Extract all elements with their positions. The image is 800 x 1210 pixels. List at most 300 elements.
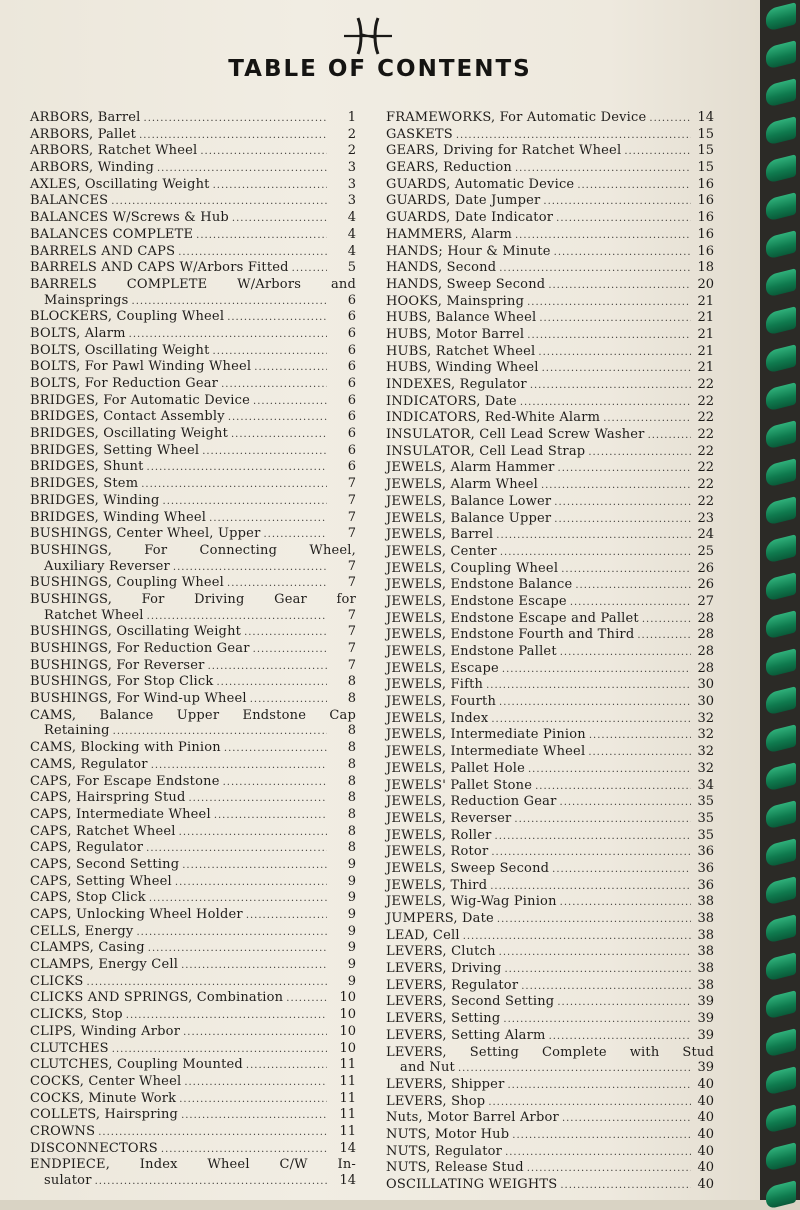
dot-leader <box>95 1174 327 1190</box>
toc-entry-page-number: 16 <box>697 176 714 192</box>
toc-entry <box>386 828 714 845</box>
toc-entry <box>30 723 356 740</box>
toc-entry <box>30 359 356 376</box>
toc-entry <box>30 210 356 227</box>
toc-entry-label: HANDS; Hour & Minute <box>386 243 551 259</box>
dot-leader <box>514 812 691 828</box>
toc-entry <box>386 861 714 878</box>
toc-entry-page-number: 22 <box>697 377 714 392</box>
toc-entry <box>386 761 714 778</box>
toc-entry-label: CLICKS AND SPRINGS, Combination <box>30 990 284 1006</box>
dot-leader <box>560 895 691 911</box>
dot-leader <box>637 628 691 644</box>
dot-leader <box>512 1128 691 1144</box>
binding-coil <box>766 458 796 487</box>
toc-entry-page-number: 18 <box>697 260 714 276</box>
toc-entry <box>30 658 356 675</box>
binding-coil <box>766 1104 796 1133</box>
dot-leader <box>286 991 327 1007</box>
dot-leader <box>458 1061 691 1077</box>
toc-entry-label: Ratchet Wheel <box>44 607 144 623</box>
toc-entry <box>30 543 356 559</box>
toc-entry-page-number: 7 <box>347 624 356 640</box>
toc-entry-page-number: 32 <box>697 710 714 726</box>
toc-entry-page-number: 8 <box>347 823 356 839</box>
toc-entry-label: COCKS, Minute Work <box>30 1090 177 1106</box>
toc-entry <box>386 344 714 361</box>
toc-entry-page-number: 39 <box>697 1060 714 1076</box>
dot-leader <box>129 327 327 343</box>
toc-entry <box>386 677 714 694</box>
toc-entry-page-number: 36 <box>697 844 714 860</box>
toc-entry-page-number: 22 <box>697 427 714 443</box>
toc-entry-label: INDICATORS, Date <box>386 393 517 409</box>
toc-entry-label: LEVERS, Second Setting <box>386 994 555 1010</box>
toc-entry-label: DISCONNECTORS <box>30 1140 158 1156</box>
dot-leader <box>178 245 327 261</box>
toc-entry-label: BRIDGES, Oscillating Weight <box>30 426 228 442</box>
toc-entry <box>30 1007 356 1024</box>
toc-entry <box>30 376 356 393</box>
toc-entry-page-number: 15 <box>697 160 714 176</box>
toc-entry <box>30 1107 356 1124</box>
toc-entry-page-number: 7 <box>347 575 356 591</box>
toc-entry-label: JEWELS, Endstone Escape and Pallet <box>386 610 639 626</box>
toc-entry-label: BOLTS, For Reduction Gear <box>30 376 219 391</box>
toc-entry-label: BUSHINGS, For Connecting Wheel, <box>30 542 356 558</box>
toc-entry-label: JEWELS, Endstone Escape <box>386 593 567 609</box>
dot-leader <box>181 1108 327 1124</box>
toc-entry <box>386 944 714 961</box>
toc-entry <box>386 627 714 644</box>
toc-entry-label: BALANCES W/Screws & Hub <box>30 210 229 226</box>
dot-leader <box>232 211 327 227</box>
toc-entry-label: LEVERS, Shipper <box>386 1076 505 1092</box>
toc-entry-label: JEWELS, Rotor <box>386 844 489 860</box>
toc-entry-label: INDEXES, Regulator <box>386 377 527 392</box>
binding-coil <box>766 876 796 905</box>
toc-entry-page-number: 9 <box>347 856 356 872</box>
dot-leader <box>188 791 327 807</box>
toc-entry-label: JEWELS, Endstone Pallet <box>386 644 557 659</box>
dot-leader <box>213 344 327 360</box>
dot-leader <box>253 642 327 658</box>
toc-entry-page-number: 6 <box>347 376 356 391</box>
toc-entry-page-number: 39 <box>697 1027 714 1043</box>
toc-entry <box>30 244 356 261</box>
toc-entry-page-number: 36 <box>697 860 714 876</box>
dot-leader <box>254 360 327 376</box>
dot-leader <box>146 841 327 857</box>
toc-entry <box>386 878 714 895</box>
toc-entry-page-number: 6 <box>347 392 356 408</box>
toc-entry <box>30 674 356 691</box>
toc-entry-label: BUSHINGS, For Reverser <box>30 657 205 673</box>
toc-entry <box>30 774 356 791</box>
binding-coil <box>766 40 796 69</box>
toc-entry-label: HUBS, Balance Wheel <box>386 310 537 326</box>
toc-entry <box>386 727 714 744</box>
toc-entry-page-number: 21 <box>697 360 714 376</box>
dot-leader <box>196 228 327 244</box>
toc-entry-label: BRIDGES, Setting Wheel <box>30 442 200 458</box>
toc-entry-page-number: 9 <box>347 973 356 989</box>
toc-entry-label: CLUTCHES, Coupling Mounted <box>30 1057 243 1073</box>
toc-entry-page-number: 22 <box>697 460 714 476</box>
dot-leader <box>213 178 327 194</box>
contents-left-column <box>30 110 356 1190</box>
dot-leader <box>463 929 691 945</box>
toc-entry-label: BUSHINGS, Center Wheel, Upper <box>30 526 261 542</box>
toc-entry-label: sulator <box>44 1173 92 1188</box>
toc-entry-page-number: 8 <box>347 806 356 822</box>
toc-entry-page-number: 7 <box>347 526 356 542</box>
dot-leader <box>548 278 691 294</box>
toc-entry-label: CAPS, Second Setting <box>30 856 180 872</box>
toc-entry <box>386 244 714 261</box>
dot-leader <box>223 775 327 791</box>
binding-coil <box>766 1028 796 1057</box>
dot-leader <box>552 862 691 878</box>
toc-entry <box>386 1144 714 1161</box>
toc-entry <box>386 1060 714 1077</box>
toc-entry-page-number: 22 <box>697 443 714 459</box>
toc-entry-page-number: 21 <box>697 310 714 326</box>
dot-leader <box>491 845 691 861</box>
toc-entry <box>30 624 356 641</box>
toc-entry <box>30 309 356 326</box>
toc-entry-label: JEWELS, Endstone Balance <box>386 577 573 593</box>
toc-entry-page-number: 3 <box>347 160 356 176</box>
toc-entry-page-number: 4 <box>347 210 356 226</box>
toc-entry-label: BUSHINGS, Oscillating Weight <box>30 624 242 640</box>
toc-entry-page-number: 40 <box>697 1126 714 1142</box>
toc-entry-page-number: 40 <box>697 1110 714 1126</box>
toc-entry-label: GASKETS <box>386 126 453 142</box>
toc-entry <box>30 110 356 127</box>
dot-leader <box>224 741 327 757</box>
dot-leader <box>149 891 327 907</box>
toc-entry-label: JEWELS, Coupling Wheel <box>386 560 559 576</box>
dot-leader <box>554 512 691 528</box>
toc-entry <box>30 459 356 476</box>
toc-entry <box>30 443 356 460</box>
toc-entry-label: JEWELS, Reduction Gear <box>386 794 557 810</box>
toc-entry <box>386 1045 714 1061</box>
toc-entry-page-number: 22 <box>697 393 714 409</box>
toc-entry-label: CAMS, Blocking with Pinion <box>30 740 221 756</box>
toc-entry <box>386 1077 714 1094</box>
dot-leader <box>570 595 691 611</box>
toc-entry <box>30 1141 356 1158</box>
toc-entry <box>386 1028 714 1045</box>
toc-entry-label: BRIDGES, Winding <box>30 492 160 508</box>
toc-entry-label: HUBS, Ratchet Wheel <box>386 343 536 359</box>
toc-entry <box>386 227 714 244</box>
toc-entry-label: INSULATOR, Cell Lead Strap <box>386 443 586 459</box>
dot-leader <box>542 361 691 377</box>
dot-leader <box>173 560 327 576</box>
toc-entry-label: JEWELS, Alarm Wheel <box>386 477 538 493</box>
toc-entry <box>30 907 356 924</box>
toc-entry <box>30 526 356 543</box>
toc-entry-page-number: 22 <box>697 410 714 426</box>
toc-entry-page-number: 6 <box>347 325 356 341</box>
toc-entry <box>386 477 714 494</box>
toc-entry-label: JEWELS, Intermediate Wheel <box>386 744 586 760</box>
toc-entry <box>386 577 714 594</box>
toc-entry <box>386 110 714 127</box>
toc-entry-page-number: 38 <box>697 911 714 926</box>
toc-entry-page-number: 30 <box>697 677 714 693</box>
toc-entry <box>386 127 714 144</box>
toc-entry-label: OSCILLATING WEIGHTS <box>386 1177 558 1192</box>
toc-entry <box>386 594 714 611</box>
toc-entry-page-number: 7 <box>347 476 356 492</box>
toc-entry-page-number: 5 <box>347 260 356 276</box>
binding-coil <box>766 78 796 107</box>
toc-entry-page-number: 16 <box>697 226 714 242</box>
toc-entry-label: GEARS, Reduction <box>386 160 512 176</box>
dot-leader <box>244 625 327 641</box>
toc-entry-label: INSULATOR, Cell Lead Screw Washer <box>386 427 645 443</box>
toc-entry-label: CAMS, Balance Upper Endstone Cap <box>30 707 356 723</box>
toc-entry-label: JEWELS, Intermediate Pinion <box>386 727 586 743</box>
dot-leader <box>561 562 691 578</box>
toc-entry-page-number: 11 <box>339 1057 356 1073</box>
toc-entry <box>30 940 356 957</box>
binding-coil <box>766 154 796 183</box>
toc-entry <box>30 924 356 941</box>
toc-entry-page-number: 32 <box>697 727 714 743</box>
toc-entry <box>386 694 714 711</box>
toc-entry-label: FRAMEWORKS, For Automatic Device <box>386 110 647 125</box>
toc-entry <box>386 210 714 227</box>
toc-entry-page-number: 8 <box>347 691 356 707</box>
toc-entry-label: CAPS, Regulator <box>30 840 144 856</box>
binding-coil <box>766 952 796 981</box>
toc-entry <box>30 343 356 360</box>
dot-leader <box>562 1111 691 1127</box>
toc-entry <box>386 310 714 327</box>
toc-entry-page-number: 8 <box>347 740 356 756</box>
toc-entry-label: JEWELS, Barrel <box>386 527 494 543</box>
toc-entry-page-number: 35 <box>697 827 714 843</box>
binding-coil <box>766 686 796 715</box>
toc-entry-label: CAPS, Stop Click <box>30 890 146 906</box>
toc-entry-label: GUARDS, Date Jumper <box>386 193 541 209</box>
dot-leader <box>577 178 691 194</box>
dot-leader <box>147 460 327 476</box>
binding-coil <box>766 306 796 335</box>
toc-entry <box>386 193 714 210</box>
dot-leader <box>209 511 327 527</box>
toc-entry <box>386 444 714 461</box>
toc-entry-page-number: 10 <box>339 990 356 1006</box>
toc-entry <box>386 1177 714 1194</box>
toc-entry <box>386 527 714 544</box>
dot-leader <box>554 245 691 261</box>
toc-entry-label: BRIDGES, Contact Assembly <box>30 409 225 425</box>
toc-entry-page-number: 11 <box>339 1123 356 1139</box>
toc-entry <box>30 874 356 891</box>
toc-entry-page-number: 38 <box>697 927 714 943</box>
dot-leader <box>113 724 327 740</box>
toc-entry-label: CAPS, Setting Wheel <box>30 873 172 889</box>
toc-entry-label: CLAMPS, Casing <box>30 940 145 956</box>
toc-entry-label: HANDS, Second <box>386 260 497 276</box>
dot-leader <box>502 662 691 678</box>
binding-coil <box>766 724 796 753</box>
spiral-binding <box>760 0 800 1200</box>
toc-entry <box>30 293 356 310</box>
dot-leader <box>179 1092 327 1108</box>
toc-entry-label: LEVERS, Setting Complete with Stud <box>386 1044 714 1060</box>
toc-entry-page-number: 6 <box>347 459 356 475</box>
binding-coil <box>766 344 796 373</box>
toc-entry-label: CAPS, Intermediate Wheel <box>30 806 211 822</box>
dot-leader <box>549 1029 691 1045</box>
toc-entry <box>30 740 356 757</box>
toc-entry-page-number: 7 <box>347 558 356 574</box>
toc-entry <box>30 426 356 443</box>
dot-leader <box>538 345 691 361</box>
toc-entry-page-number: 4 <box>347 243 356 259</box>
toc-entry <box>386 961 714 978</box>
toc-entry-page-number: 9 <box>347 907 356 922</box>
dot-leader <box>491 712 691 728</box>
toc-entry-label: COLLETS, Hairspring <box>30 1107 179 1123</box>
toc-entry-page-number: 6 <box>347 409 356 425</box>
binding-coil <box>766 762 796 791</box>
toc-entry-label: Mainsprings <box>44 292 129 308</box>
toc-entry-label: BOLTS, Alarm <box>30 325 126 341</box>
binding-coil <box>766 268 796 297</box>
dot-leader <box>505 962 692 978</box>
toc-entry-page-number: 4 <box>347 226 356 242</box>
dot-leader <box>589 728 691 744</box>
toc-entry-label: and Nut <box>400 1060 455 1076</box>
toc-entry-label: BARRELS COMPLETE W/Arbors and <box>30 276 356 292</box>
dot-leader <box>208 659 327 675</box>
toc-entry-label: BALANCES <box>30 193 109 209</box>
toc-entry-page-number: 14 <box>339 1173 356 1188</box>
dot-leader <box>535 779 691 795</box>
dot-leader <box>246 908 327 924</box>
dot-leader <box>499 695 691 711</box>
toc-entry <box>30 1057 356 1074</box>
toc-entry-page-number: 16 <box>697 243 714 259</box>
toc-entry-page-number: 6 <box>347 292 356 308</box>
toc-entry-page-number: 7 <box>347 641 356 656</box>
binding-coil <box>766 1142 796 1171</box>
toc-entry-page-number: 28 <box>697 644 714 659</box>
toc-entry-label: ARBORS, Barrel <box>30 110 141 125</box>
dot-leader <box>648 428 691 444</box>
toc-entry <box>386 928 714 945</box>
toc-entry <box>30 177 356 194</box>
dot-leader <box>515 228 691 244</box>
toc-entry-page-number: 11 <box>339 1107 356 1123</box>
toc-entry-page-number: 40 <box>697 1143 714 1159</box>
toc-entry-label: JEWELS, Balance Upper <box>386 510 552 526</box>
dot-leader <box>560 1178 691 1194</box>
dot-leader <box>216 675 327 691</box>
toc-entry-page-number: 2 <box>347 143 356 159</box>
dot-leader <box>227 576 327 592</box>
toc-entry-label: BUSHINGS, For Stop Click <box>30 674 214 690</box>
toc-entry-page-number: 10 <box>339 1007 356 1023</box>
dot-leader <box>179 825 327 841</box>
toc-entry-page-number: 6 <box>347 442 356 458</box>
toc-entry <box>386 811 714 828</box>
dot-leader <box>292 261 327 277</box>
dot-leader <box>253 394 327 410</box>
dot-leader <box>500 545 691 561</box>
toc-entry-page-number: 14 <box>339 1140 356 1156</box>
toc-entry-label: JEWELS, Third <box>386 877 488 893</box>
toc-entry-label: JEWELS, Index <box>386 710 489 726</box>
toc-entry-page-number: 30 <box>697 694 714 710</box>
toc-entry <box>386 1160 714 1177</box>
toc-entry-page-number: 38 <box>697 961 714 977</box>
dot-leader <box>147 609 327 625</box>
toc-entry <box>386 611 714 628</box>
toc-entry-page-number: 10 <box>339 1023 356 1039</box>
toc-entry-label: CLIPS, Winding Arbor <box>30 1023 181 1039</box>
toc-entry <box>30 890 356 907</box>
dot-leader <box>182 858 327 874</box>
toc-entry-label: JEWELS, Escape <box>386 660 499 676</box>
toc-entry-page-number: 8 <box>347 790 356 806</box>
toc-entry <box>30 708 356 724</box>
toc-entry <box>386 778 714 795</box>
toc-entry-page-number: 10 <box>339 1040 356 1056</box>
toc-entry-page-number: 15 <box>697 143 714 159</box>
toc-entry-label: BOLTS, Oscillating Weight <box>30 342 210 358</box>
toc-entry-label: JEWELS, Reverser <box>386 810 512 826</box>
toc-entry <box>386 177 714 194</box>
toc-entry-label: BARRELS AND CAPS <box>30 243 176 259</box>
toc-entry-label: JEWELS, Balance Lower <box>386 493 552 509</box>
toc-entry <box>30 824 356 841</box>
toc-entry-label: JEWELS, Roller <box>386 827 492 843</box>
dot-leader <box>503 1012 691 1028</box>
binding-coil <box>766 990 796 1019</box>
toc-entry-label: AXLES, Oscillating Weight <box>30 176 210 192</box>
logo-emblem-icon <box>338 12 398 56</box>
toc-entry-page-number: 28 <box>697 660 714 676</box>
toc-entry-page-number: 7 <box>347 657 356 673</box>
toc-entry-page-number: 21 <box>697 343 714 359</box>
dot-leader <box>560 795 691 811</box>
toc-entry <box>30 1157 356 1173</box>
toc-entry <box>386 644 714 661</box>
dot-leader <box>603 411 691 427</box>
binding-coil <box>766 610 796 639</box>
dot-leader <box>554 495 691 511</box>
toc-entry <box>30 559 356 576</box>
toc-entry-label: BOLTS, For Pawl Winding Wheel <box>30 359 252 375</box>
toc-entry-page-number: 32 <box>697 760 714 776</box>
toc-entry-label: JEWELS, Wig-Wag Pinion <box>386 894 557 910</box>
binding-coil <box>766 230 796 259</box>
binding-coil <box>766 838 796 867</box>
dot-leader <box>588 445 691 461</box>
toc-entry-label: CAMS, Regulator <box>30 756 148 772</box>
toc-entry-page-number: 6 <box>347 426 356 442</box>
toc-entry <box>386 511 714 528</box>
